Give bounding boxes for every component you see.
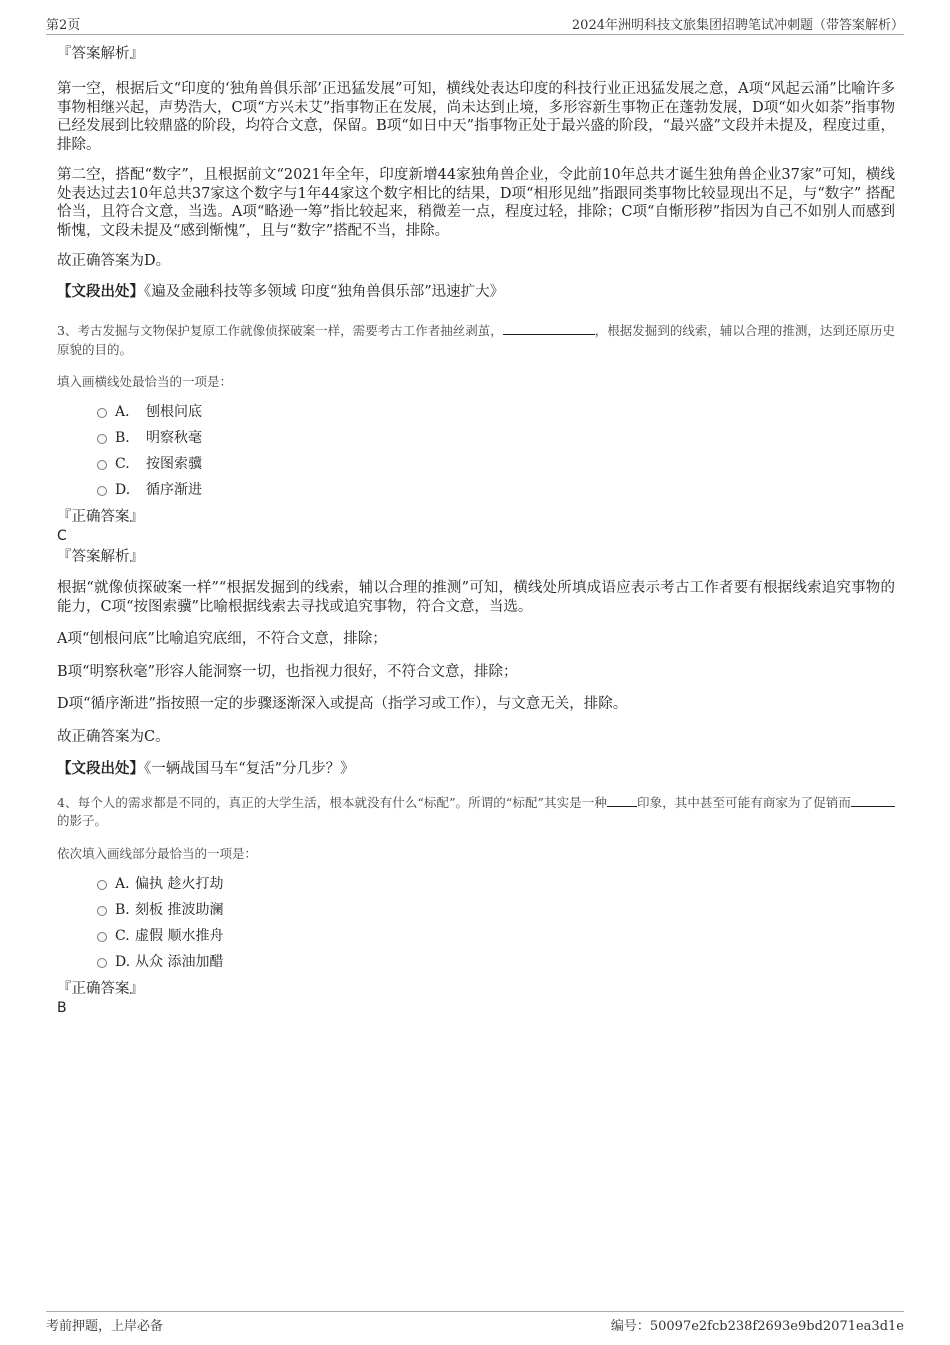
question-4-prompt: 依次填入画线部分最恰当的一项是：: [57, 845, 258, 861]
option-text: 从众 添油加醋: [135, 953, 224, 970]
question-3-prompt: 填入画横线处最恰当的一项是：: [57, 374, 233, 389]
option-letter: A．: [115, 875, 140, 892]
question-4-text-b: 印象，其中甚至可能有商家为了促销而: [636, 794, 851, 810]
page-footer: [46, 1311, 904, 1337]
analysis-paragraph-2: 第二空，搭配“数字”，且根据前文“2021年全年，印度新增44家独角兽企业，令此前10年总共才诞生独角兽企业37家”可知，横线处表达过去10年总共37家这个数字与1年44家这个数字相比的结果，D项“相形见绌”指跟同类事物比较显现出不足，与“数字” 搭配恰当，且符合文意，当选。A项“略逊一筹”指比较起来，稍微差一点，程度过轻，排除；C项“自惭形秽”指因为自己不如别人而感到惭愧，文段未提及“感到惭愧”，且与“数字”搭配不当，排除。: [57, 167, 895, 239]
analysis-paragraph-1: 第一空，根据后文“印度的‘独角兽俱乐部’正迅猛发展”可知，横线处表达印度的科技行业正迅猛发展之意，A项“风起云涌”比喻许多事物相继兴起，声势浩大，C项“方兴未艾”指事物正在发展，尚未达到止境，多形容新生事物正在蓬勃发展，D项“如火如荼”指事物已经发展到比较鼎盛的阶段，均符合文意，保留。B项“如日中天”指事物正处于最兴盛的阶段，“最兴盛”文段并未提及，程度过重，排除。: [57, 81, 895, 153]
question-4-blank-2: [851, 793, 895, 807]
option-text: 偏执 趁火打劫: [135, 875, 224, 892]
option-text: 循序渐进: [146, 482, 202, 498]
option-b[interactable]: [57, 897, 895, 923]
question-3-text-after: ，根据发掘到的线索，辅以合理的推测，达到还原历史原貌的目的。: [57, 323, 895, 357]
radio-icon[interactable]: [97, 932, 107, 942]
option-letter: D.: [115, 482, 131, 498]
analysis-paragraph-3: B项“明察秋毫”形容人能洞察一切，也指视力很好，不符合文意，排除；: [57, 663, 518, 680]
option-text: 明察秋毫: [146, 430, 202, 446]
analysis-paragraph-4: D项“循序渐进”指按照一定的步骤逐渐深入或提高（指学习或工作），与文意无关，排除。: [57, 696, 628, 712]
question-4-text-a: 4、每个人的需求都是不同的，真正的大学生活，根本就没有什么“标配”。所谓的“标配”其实是一种: [57, 794, 607, 810]
radio-icon[interactable]: [97, 880, 107, 890]
analysis-conclusion: 故正确答案为C。: [57, 728, 170, 745]
source-line: [57, 760, 895, 779]
option-letter: A．: [115, 404, 140, 420]
analysis-tag: 『答案解析』: [57, 46, 144, 62]
page-content: [57, 44, 895, 1017]
analysis-tag: 『答案解析』: [57, 549, 144, 565]
analysis-paragraph-1: 根据“就像侦探破案一样”“根据发掘到的线索，辅以合理的推测”可知，横线处所填成语应表示考古工作者要有根据线索追究事物的能力，C项“按图索骥”比喻根据线索去寻找或追究事物，符合文意，当选。: [57, 580, 895, 615]
option-letter: D.: [115, 953, 131, 970]
page-header: [46, 14, 904, 35]
page-number: 第2页: [46, 18, 81, 33]
document-code: 编号：50097e2fcb238f2693e9bd2071ea3d1e: [610, 1319, 904, 1334]
option-letter: C.: [115, 456, 130, 472]
correct-answer-value: B: [57, 999, 67, 1016]
source-title: 《遍及金融科技等多领域 印度“独角兽俱乐部”迅速扩大》: [144, 283, 505, 300]
correct-answer-tag: 『正确答案』: [57, 509, 144, 525]
source-label: 【文段出处】: [57, 282, 144, 300]
source-title: 《一辆战国马车“复活”分几步？》: [144, 761, 355, 777]
option-text: 按图索骥: [146, 456, 202, 472]
question-4-text-c: 的影子。: [57, 813, 108, 828]
analysis-conclusion: 故正确答案为D。: [57, 253, 171, 269]
option-letter: C.: [115, 927, 130, 944]
source-line: [57, 283, 895, 302]
correct-answer-tag: 『正确答案』: [57, 980, 144, 997]
option-text: 刻板 推波助澜: [135, 901, 224, 918]
question-4-stem: [57, 793, 895, 831]
question-3-text-before: 3、考古发掘与文物保护复原工作就像侦探破案一样，需要考古工作者抽丝剥茧，: [57, 323, 503, 338]
option-letter: B.: [115, 430, 130, 446]
option-a[interactable]: [57, 399, 895, 425]
radio-icon[interactable]: [97, 434, 107, 444]
question-4-blank-1: [607, 793, 637, 807]
option-b[interactable]: [57, 425, 895, 451]
option-d[interactable]: [57, 477, 895, 503]
option-letter: B.: [115, 901, 130, 918]
option-a[interactable]: [57, 871, 895, 897]
radio-icon[interactable]: [97, 486, 107, 496]
radio-icon[interactable]: [97, 906, 107, 916]
option-text: 虚假 顺水推舟: [135, 927, 224, 944]
source-label: 【文段出处】: [57, 760, 144, 777]
radio-icon[interactable]: [97, 958, 107, 968]
footer-slogan: 考前押题，上岸必备: [46, 1319, 164, 1334]
radio-icon[interactable]: [97, 460, 107, 470]
question-3-blank: [503, 321, 595, 335]
question-4-options: [57, 871, 895, 975]
analysis-paragraph-2: A项“刨根问底”比喻追究底细，不符合文意，排除；: [57, 631, 387, 647]
option-c[interactable]: [57, 451, 895, 477]
option-text: 刨根问底: [146, 404, 202, 420]
document-title: 2024年洲明科技文旅集团招聘笔试冲刺题（带答案解析）: [571, 18, 904, 33]
correct-answer-value: C: [57, 528, 67, 544]
radio-icon[interactable]: [97, 408, 107, 418]
question-3-options: [57, 399, 895, 503]
option-c[interactable]: [57, 923, 895, 949]
question-3-stem: [57, 321, 895, 359]
option-d[interactable]: [57, 949, 895, 975]
